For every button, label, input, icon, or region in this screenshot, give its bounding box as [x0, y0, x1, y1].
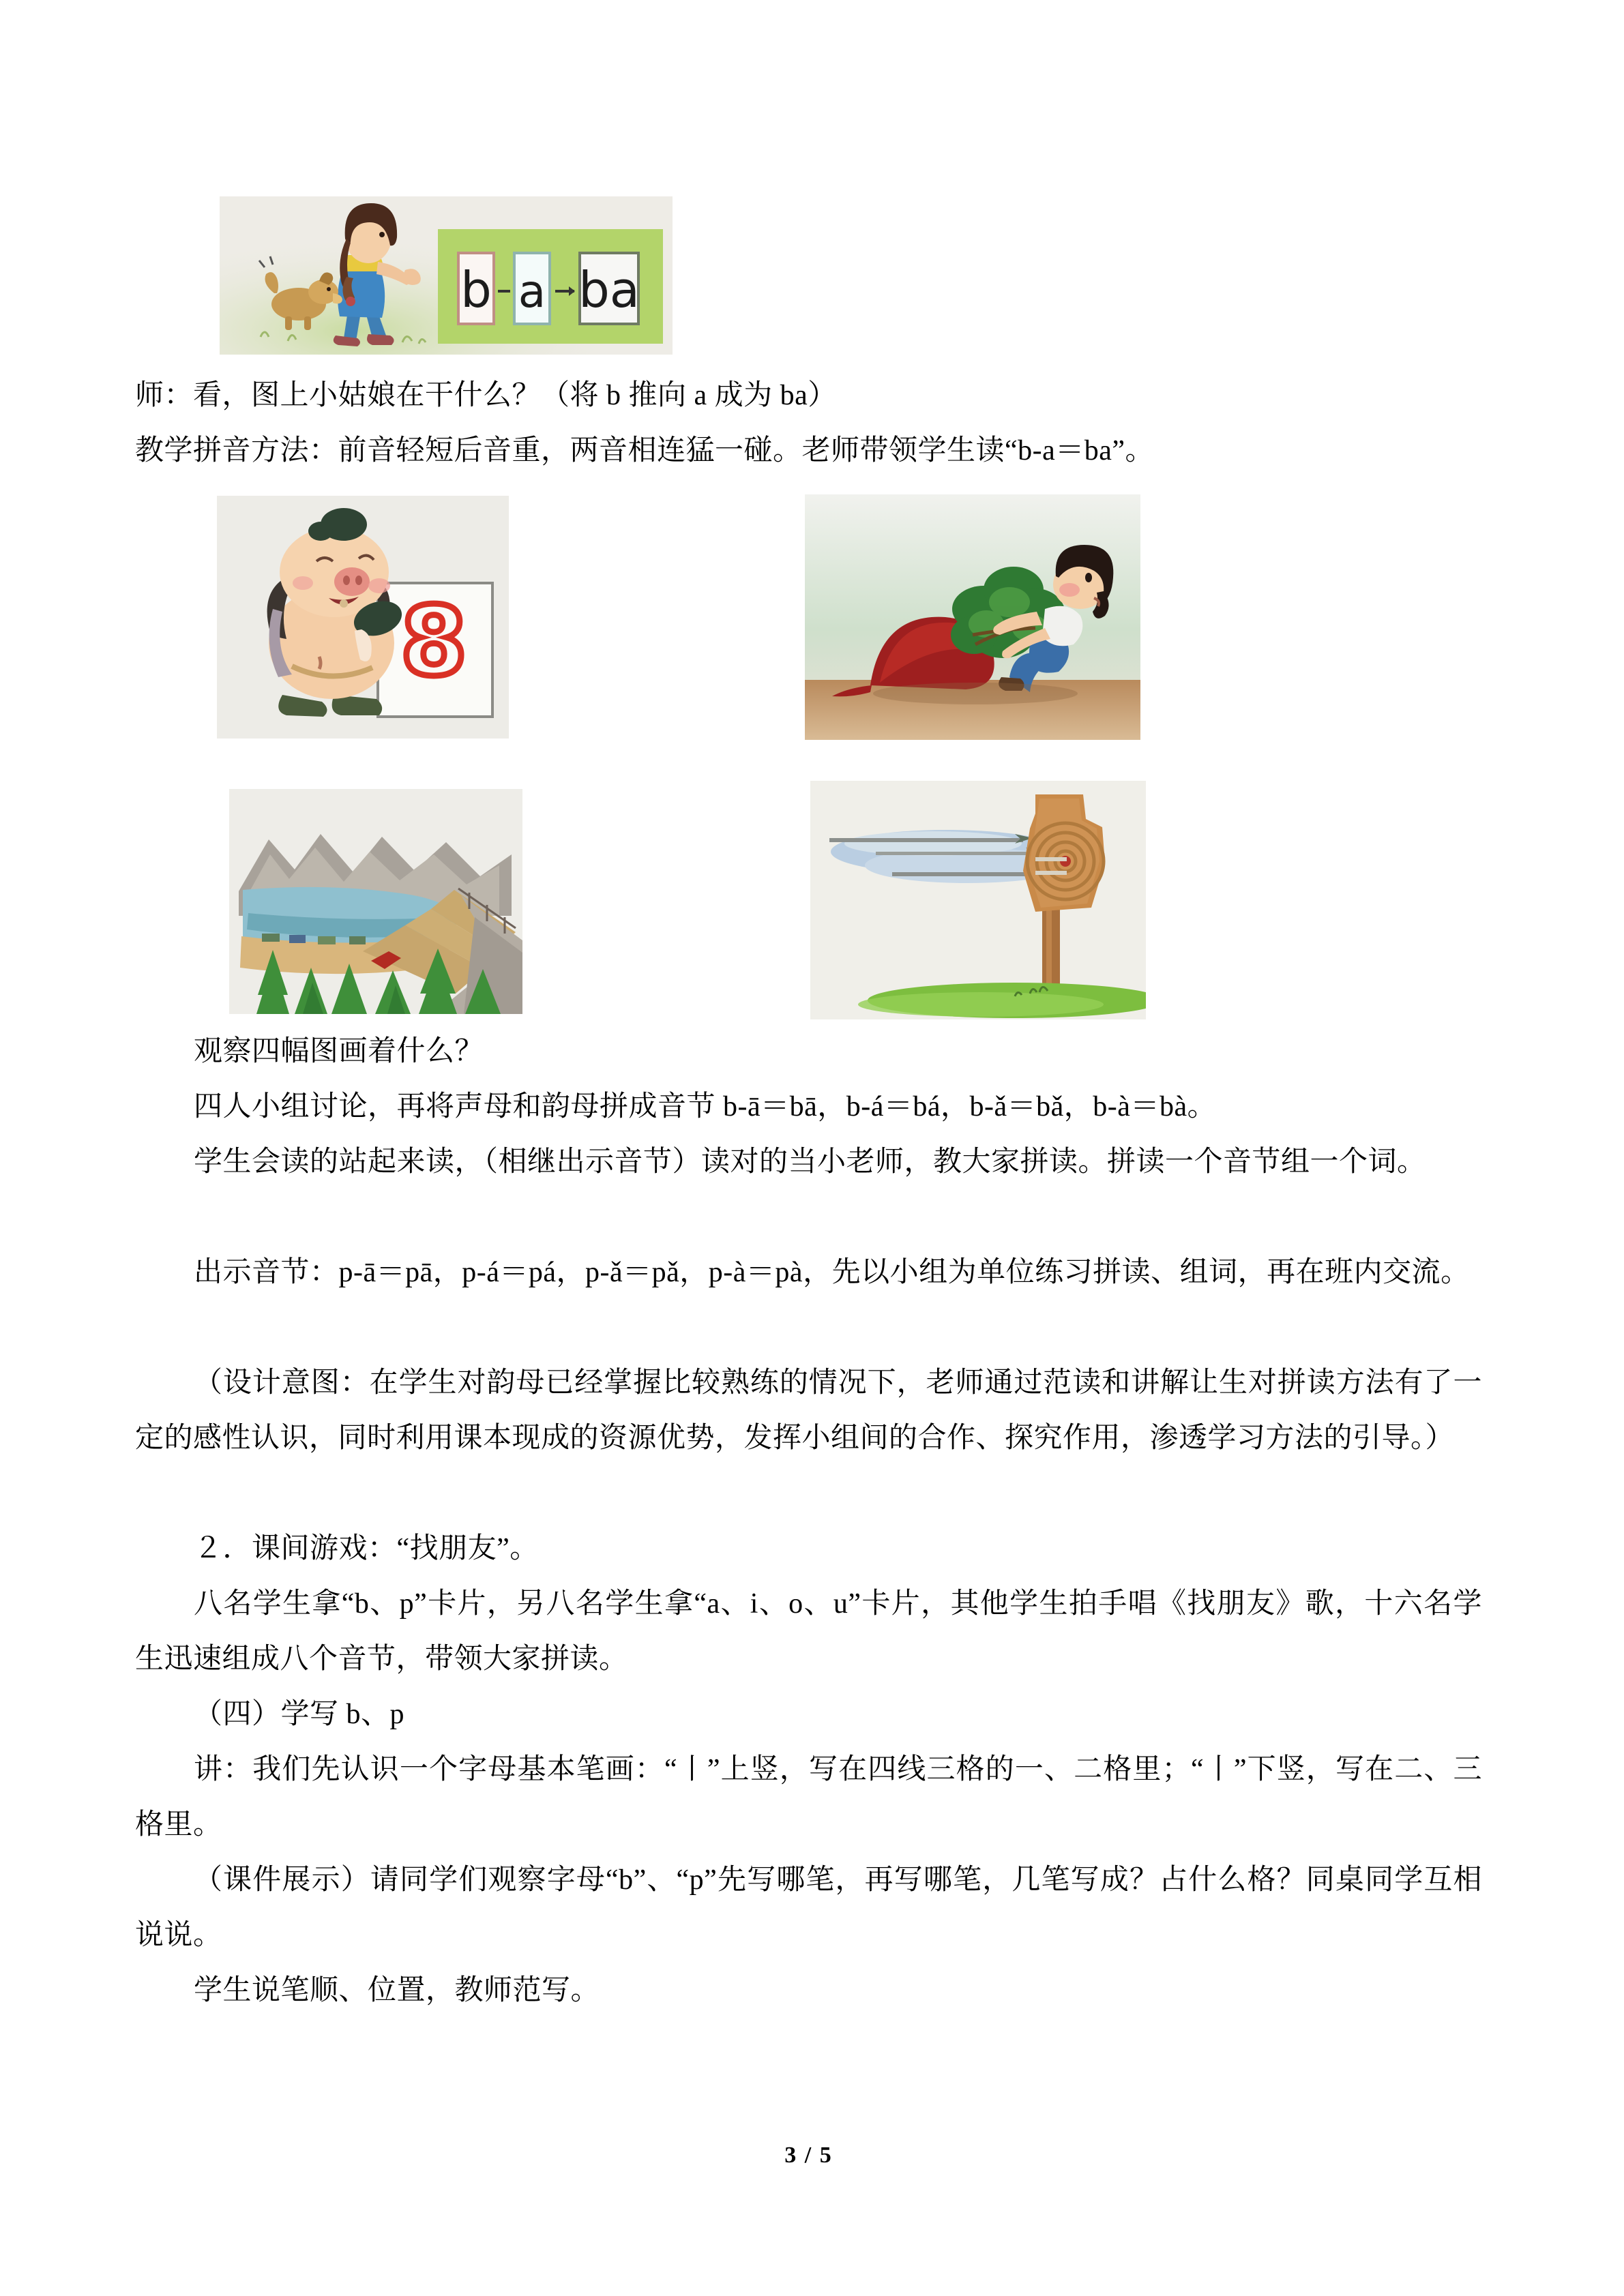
target-with-arrows-illustration: [810, 781, 1146, 1019]
p-section-four: （四）学写 b、p: [194, 1699, 405, 1730]
figure-mountain-lake-dam: [229, 789, 522, 1014]
p-teacher-ask: 师：看，图上小姑娘在干什么？（将 b 推向 a 成为 ba）: [135, 380, 837, 411]
figure-girl-pushing-b-to-a: [220, 196, 673, 355]
boy-pulling-radish-illustration: [805, 494, 1140, 740]
p-group-discussion: 四人小组讨论，再将声母和韵母拼成音节 b-ā＝bā，b-á＝bá，b-ǎ＝bǎ，b-à＝bà。: [194, 1091, 1217, 1122]
page-number-footer: 3 / 5: [784, 2143, 833, 2168]
p-teaching-method: 教学拼音方法：前音轻短后音重，两音相连猛一碰。老师带领学生读“b-a＝ba”。: [135, 435, 1155, 466]
p-courseware: （课件展示）请同学们观察字母“b”、“p”先写哪笔，再写哪笔，几笔写成？占什么格？同桌同学互相说说。: [135, 1864, 1482, 1951]
p-design-intent: （设计意图：在学生对韵母已经掌握比较熟练的情况下，老师通过范读和讲解让生对拼读方法有了一定的感性认识，同时利用课本现成的资源优势，发挥小组间的合作、探究作用，渗透学习方法的引导。）: [135, 1367, 1482, 1454]
p-observe-four-pictures: 观察四幅图画着什么？: [194, 1036, 484, 1067]
p-students-read: 学生会读的站起来读，（相继出示音节）读对的当小老师，教大家拼读。拼读一个音节组一个词。: [194, 1146, 1426, 1178]
svg-text:a: a: [518, 265, 546, 318]
figure-pig-holding-number-8-card: [217, 496, 509, 739]
pig-holding-8-illustration: [217, 496, 509, 739]
p-game-detail: 八名学生拿“b、p”卡片，另八名学生拿“a、i、o、u”卡片，其他学生拍手唱《找朋友》歌，十六名学生迅速组成八个音节，带领大家拼读。: [135, 1588, 1482, 1675]
p-stroke-order: 学生说笔顺、位置，教师范写。: [194, 1975, 600, 2006]
svg-text:8: 8: [400, 586, 467, 698]
mountain-lake-dam-illustration: [229, 789, 522, 1014]
p-show-syllables: 出示音节：p-ā＝pā，p-á＝pá，p-ǎ＝pǎ，p-à＝pà，先以小组为单位练习拼读、组词，再在班内交流。: [194, 1257, 1470, 1288]
page-content: [135, 0, 1482, 2296]
svg-text:ba: ba: [578, 261, 640, 318]
figure-grid-four-pictures: [217, 481, 1240, 1019]
figure-arrows-hitting-target: [810, 781, 1146, 1019]
girl-pushing-b-to-a-illustration: [220, 196, 673, 355]
svg-text:b: b: [460, 261, 492, 318]
p-recess-game: ２．课间游戏：“找朋友”。: [194, 1533, 539, 1564]
p-stroke-lecture: 讲：我们先认识一个字母基本笔画：“丨”上竖，写在四线三格的一、二格里；“丨”下竖，写在二、三格里。: [135, 1754, 1482, 1840]
figure-boy-pulling-red-radish: [805, 494, 1140, 740]
